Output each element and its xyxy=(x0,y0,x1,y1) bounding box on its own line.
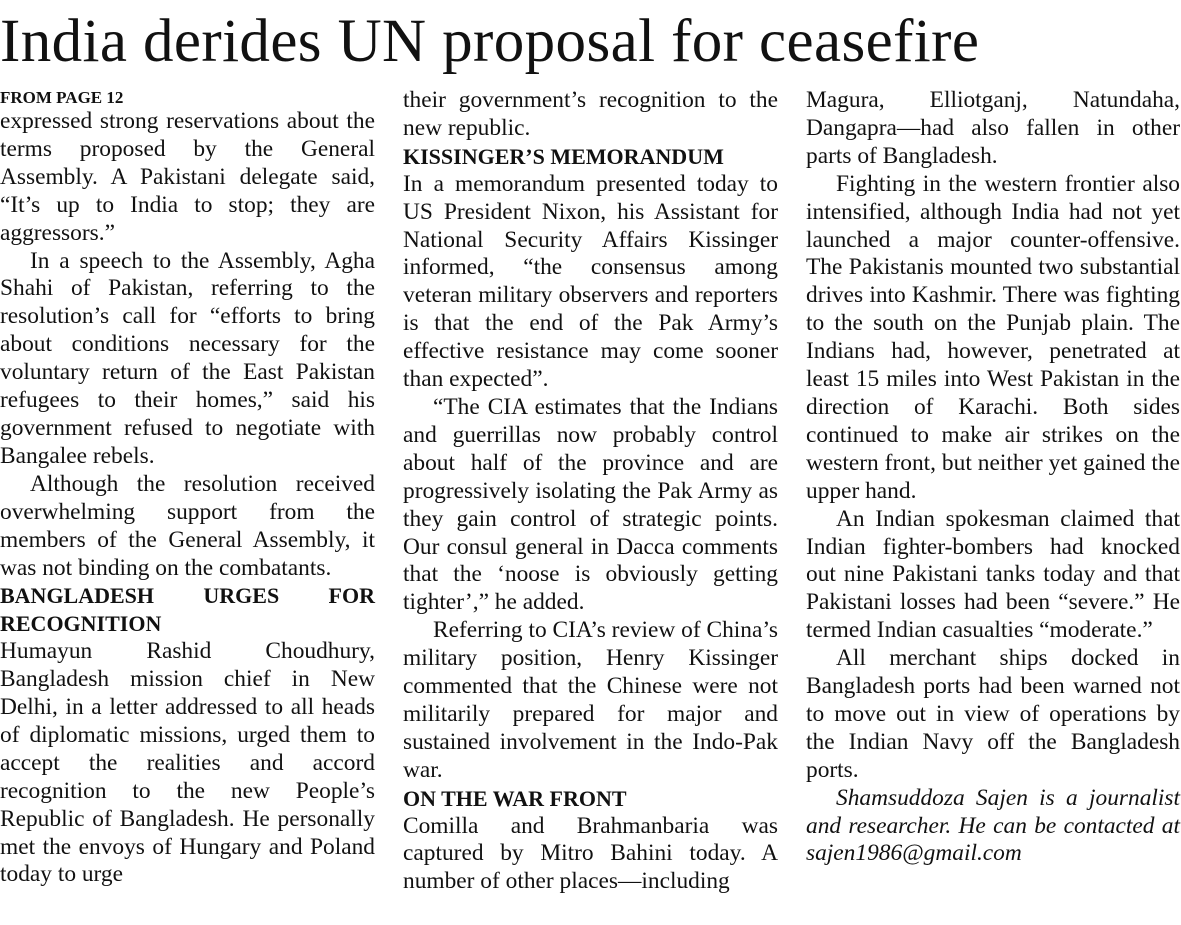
paragraph: their government’s recognition to the new republic. xyxy=(403,87,778,141)
paragraph: Magura, Elliotganj, Natundaha, Dangapra—had also fallen in other parts of Bangladesh. xyxy=(806,87,1180,169)
paragraph: Comilla and Brahmanbaria was captured by Mitro Bahini today. A number of other places—including xyxy=(403,812,778,895)
paragraph: Humayun Rashid Choudhury, Bangladesh mission chief in New Delhi, in a letter addressed to all heads of diplomatic missions, urged them to accept the realities and accord recognition to the new People’s Republic of Bangladesh. He personally met the envoys of Hungary and Poland today to urge xyxy=(0,638,375,888)
paragraph: Fighting in the western frontier also intensified, although India had not yet launched a major counter-offensive. The Pakistanis mounted two substantial drives into Kashmir. There was fighting to the south on the Punjab plain. The Indians had, however, penetrated at least 15 miles into West Pakistan in the direction of Karachi. Both sides continued to make air strikes on the western front, but neither yet gained the upper hand. xyxy=(806,170,1180,504)
paragraph: In a speech to the Assembly, Agha Shahi of Pakistan, referring to the resolution’s call for “efforts to bring about conditions necessary for the voluntary return of the East Pakistan refugees to their homes,” said his government refused to negotiate with Bangalee rebels. xyxy=(0,247,375,469)
jump-line: FROM PAGE 12 xyxy=(0,88,124,107)
subheading-kissingers-memorandum: KISSINGER’S MEMORANDUM xyxy=(403,143,724,169)
author-byline: Shamsuddoza Sajen is a journalist and researcher. He can be contacted at sajen1986@gmail.com xyxy=(806,784,1180,867)
paragraph: In a memorandum presented today to US President Nixon, his Assistant for National Security Affairs Kissinger informed, “the consensus among veteran military observers and reporters is that the end of the Pak Army’s effective resistance may come sooner than expected”. xyxy=(403,170,778,393)
paragraph: Referring to CIA’s review of China’s military position, Henry Kissinger commented that the Chinese were not militarily prepared for major and sustained involvement in the Indo-Pak war. xyxy=(403,617,778,783)
column-2 xyxy=(403,87,778,896)
paragraph: expressed strong reservations about the terms proposed by the General Assembly. A Pakistani delegate said, “It’s up to India to stop; they are aggressors.” xyxy=(0,108,375,246)
column-1 xyxy=(0,87,375,889)
column-3 xyxy=(806,87,1180,868)
subheading-bangladesh-urges: BANGLADESH URGES FOR RECOGNITION xyxy=(0,583,375,637)
paragraph: An Indian spokesman claimed that Indian fighter-bombers had knocked out nine Pakistani tanks today and that Pakistani losses had been “severe.” He termed Indian casualties “moderate.” xyxy=(806,505,1180,644)
paragraph: “The CIA estimates that the Indians and guerrillas now probably control about half of the province and are progressively isolating the Pak Army as they gain control of strategic points. Our consul general in Dacca comments that the ‘noose is obviously getting tighter’,” he added. xyxy=(403,393,778,616)
paragraph: All merchant ships docked in Bangladesh ports had been warned not to move out in view of operations by the Indian Navy off the Bangladesh ports. xyxy=(806,645,1180,783)
headline: India derides UN proposal for ceasefire xyxy=(0,8,980,75)
paragraph: Although the resolution received overwhelming support from the members of the General Assembly, it was not binding on the combatants. xyxy=(0,470,375,581)
subheading-on-the-war-front: ON THE WAR FRONT xyxy=(403,785,627,811)
